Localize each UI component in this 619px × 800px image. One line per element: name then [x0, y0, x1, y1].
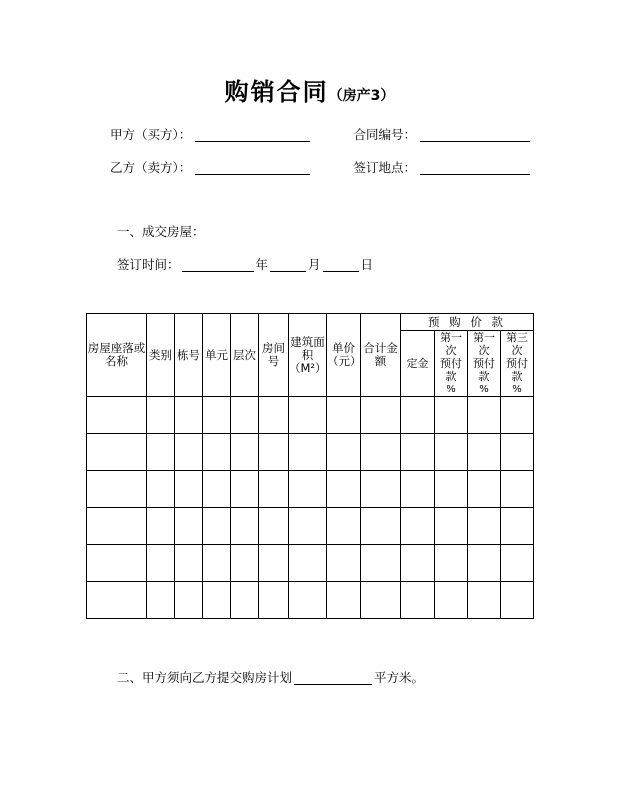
cell[interactable]	[468, 582, 501, 619]
cell[interactable]	[259, 582, 289, 619]
header-prepay-1-line2: 预付款	[440, 357, 462, 383]
cell[interactable]	[203, 508, 231, 545]
cell[interactable]	[203, 397, 231, 434]
party-line-1	[110, 128, 530, 142]
header-building-no: 栋号	[175, 314, 203, 397]
header-floor: 层次	[231, 314, 259, 397]
cell[interactable]	[147, 471, 175, 508]
buyer-field	[110, 128, 353, 142]
cell[interactable]	[435, 471, 468, 508]
cell[interactable]	[401, 508, 435, 545]
cell[interactable]	[203, 582, 231, 619]
seller-input[interactable]	[195, 161, 310, 175]
month-unit-label: 月	[308, 257, 321, 272]
sign-year-input[interactable]	[182, 258, 254, 272]
cell[interactable]	[468, 508, 501, 545]
cell[interactable]	[327, 434, 361, 471]
cell[interactable]	[289, 508, 327, 545]
cell[interactable]	[327, 508, 361, 545]
seller-field	[110, 161, 353, 175]
section-2-text-after: 平方米。	[374, 670, 425, 685]
cell[interactable]	[361, 471, 401, 508]
header-deposit: 定金	[401, 331, 435, 397]
cell[interactable]	[501, 434, 534, 471]
table-row	[87, 397, 534, 434]
cell[interactable]	[361, 545, 401, 582]
cell[interactable]	[259, 397, 289, 434]
cell[interactable]	[401, 434, 435, 471]
header-prepay-2-line1: 第一次	[473, 331, 495, 357]
cell[interactable]	[401, 582, 435, 619]
cell[interactable]	[203, 434, 231, 471]
cell[interactable]	[87, 508, 147, 545]
cell[interactable]	[435, 545, 468, 582]
cell[interactable]	[468, 397, 501, 434]
sign-month-input[interactable]	[270, 258, 306, 272]
cell[interactable]	[289, 582, 327, 619]
cell[interactable]	[147, 508, 175, 545]
header-unit-price: 单价（元）	[327, 314, 361, 397]
header-room-no: 房间号	[259, 314, 289, 397]
cell[interactable]	[87, 434, 147, 471]
header-prepay-group: 预 购 价 款	[401, 314, 534, 331]
cell[interactable]	[361, 582, 401, 619]
sign-time-line	[117, 258, 373, 272]
day-unit-label: 日	[360, 257, 374, 272]
cell[interactable]	[435, 508, 468, 545]
cell[interactable]	[501, 508, 534, 545]
cell[interactable]	[87, 397, 147, 434]
header-house-location: 房屋座落或名称	[87, 314, 147, 397]
house-table	[86, 313, 534, 619]
section-1-heading: 一、成交房屋：	[117, 224, 205, 239]
header-total-amount: 合计金额	[361, 314, 401, 397]
cell[interactable]	[468, 434, 501, 471]
buyer-label: 甲方（买方）：	[110, 127, 192, 142]
header-build-area: 建筑面积（M²）	[289, 314, 327, 397]
cell[interactable]	[435, 397, 468, 434]
cell[interactable]	[401, 397, 435, 434]
sign-place-field	[353, 161, 530, 175]
cell[interactable]	[289, 471, 327, 508]
cell[interactable]	[501, 582, 534, 619]
header-prepay-3-line2: 预付款	[506, 357, 529, 383]
cell[interactable]	[231, 508, 259, 545]
cell[interactable]	[147, 545, 175, 582]
cell[interactable]	[401, 545, 435, 582]
parties-block	[110, 128, 530, 194]
header-prepay-1-line1: 第一次	[440, 331, 462, 357]
cell[interactable]	[361, 508, 401, 545]
section-2-area-input[interactable]	[294, 671, 372, 685]
header-category: 类别	[147, 314, 175, 397]
contract-no-field	[353, 128, 530, 142]
cell[interactable]	[175, 508, 203, 545]
cell[interactable]	[231, 582, 259, 619]
cell[interactable]	[435, 434, 468, 471]
header-prepay-1	[435, 331, 468, 397]
table-row	[87, 508, 534, 545]
contract-no-input[interactable]	[420, 128, 530, 142]
cell[interactable]	[175, 545, 203, 582]
cell[interactable]	[468, 545, 501, 582]
cell[interactable]	[147, 582, 175, 619]
cell[interactable]	[361, 434, 401, 471]
cell[interactable]	[289, 545, 327, 582]
table-header-row-1	[87, 314, 534, 331]
cell[interactable]	[435, 582, 468, 619]
cell[interactable]	[327, 545, 361, 582]
cell[interactable]	[259, 545, 289, 582]
header-prepay-3-line1: 第三次	[506, 331, 529, 357]
cell[interactable]	[327, 397, 361, 434]
contract-no-label: 合同编号：	[353, 127, 416, 142]
cell[interactable]	[87, 582, 147, 619]
sign-place-label: 签订地点：	[353, 160, 416, 175]
year-unit-label: 年	[255, 257, 269, 272]
cell[interactable]	[501, 397, 534, 434]
cell[interactable]	[231, 545, 259, 582]
cell[interactable]	[468, 471, 501, 508]
cell[interactable]	[175, 471, 203, 508]
sign-place-input[interactable]	[420, 161, 530, 175]
header-prepay-2-line2: 预付款	[473, 357, 495, 383]
cell[interactable]	[327, 471, 361, 508]
party-line-2	[110, 161, 530, 175]
cell[interactable]	[147, 434, 175, 471]
sign-day-input[interactable]	[323, 258, 359, 272]
cell[interactable]	[175, 582, 203, 619]
cell[interactable]	[501, 471, 534, 508]
house-table-wrapper	[86, 313, 533, 619]
cell[interactable]	[231, 434, 259, 471]
cell[interactable]	[501, 545, 534, 582]
cell[interactable]	[231, 397, 259, 434]
table-row	[87, 471, 534, 508]
section-2-text-before: 二、甲方须向乙方提交购房计划	[117, 670, 293, 685]
cell[interactable]	[259, 434, 289, 471]
table-row	[87, 434, 534, 471]
cell[interactable]	[327, 582, 361, 619]
header-prepay-2-percent: %	[479, 384, 489, 395]
title-sub-text: （房产3）	[328, 88, 395, 104]
cell[interactable]	[203, 545, 231, 582]
cell[interactable]	[175, 434, 203, 471]
header-prepay-3	[501, 331, 534, 397]
cell[interactable]	[289, 397, 327, 434]
cell[interactable]	[175, 397, 203, 434]
table-row	[87, 545, 534, 582]
cell[interactable]	[231, 471, 259, 508]
cell[interactable]	[361, 397, 401, 434]
section-2-line	[117, 671, 424, 685]
cell[interactable]	[87, 471, 147, 508]
cell[interactable]	[401, 471, 435, 508]
header-unit: 单元	[203, 314, 231, 397]
seller-label: 乙方（卖方）：	[110, 160, 192, 175]
cell[interactable]	[259, 471, 289, 508]
cell[interactable]	[87, 545, 147, 582]
document-title	[0, 72, 619, 107]
cell[interactable]	[289, 434, 327, 471]
header-prepay-2	[468, 331, 501, 397]
table-row	[87, 582, 534, 619]
header-prepay-1-percent: %	[446, 384, 456, 395]
cell[interactable]	[147, 397, 175, 434]
title-main-text: 购销合同	[224, 78, 329, 106]
cell[interactable]	[259, 508, 289, 545]
sign-time-label: 签订时间：	[117, 257, 180, 272]
cell[interactable]	[203, 471, 231, 508]
header-prepay-3-percent: %	[512, 384, 522, 395]
buyer-input[interactable]	[195, 128, 310, 142]
